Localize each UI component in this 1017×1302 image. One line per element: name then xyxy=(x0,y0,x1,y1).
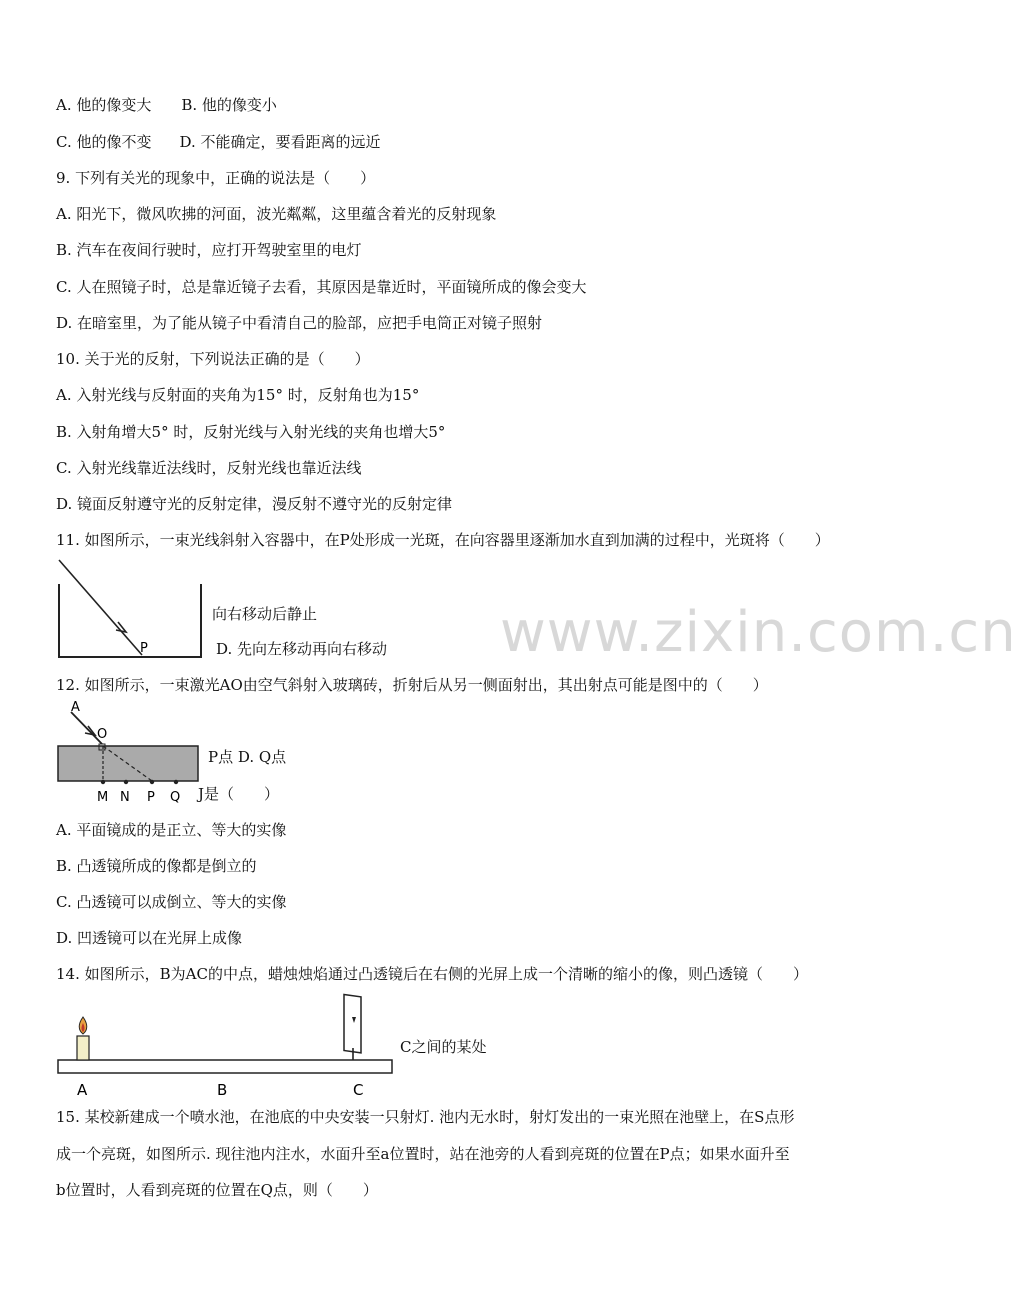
q12-label-a: A xyxy=(71,700,80,715)
q12-label-p: P xyxy=(147,790,155,805)
q14-option-partial: C之间的某处 xyxy=(400,1038,487,1056)
q9-option-a: A. 阳光下，微风吹拂的河面，波光粼粼，这里蕴含着光的反射现象 xyxy=(56,205,497,223)
q10-option-d: D. 镜面反射遵守光的反射定律，漫反射不遵守光的反射定律 xyxy=(56,495,453,513)
q10-stem: 10. 关于光的反射，下列说法正确的是（ ） xyxy=(56,350,370,368)
q8-option-d: D. 不能确定，要看距离的远近 xyxy=(179,133,381,151)
q14-label-b: B xyxy=(217,1081,228,1099)
watermark-text: www.zixin.com.cn xyxy=(500,600,1017,665)
q8-option-c: C. 他的像不变 xyxy=(56,133,152,151)
q11-option-partial: 向右移动后静止 xyxy=(212,605,318,623)
q15-line1: 15. 某校新建成一个喷水池，在池底的中央安装一只射灯. 池内无水时，射灯发出的一束光照在池壁上，在S点形 xyxy=(56,1108,795,1126)
q8-option-a: A. 他的像变大 xyxy=(56,96,152,114)
q12-option-partial: P点 D. Q点 xyxy=(208,748,287,766)
q10-option-a: A. 入射光线与反射面的夹角为15° 时，反射角也为15° xyxy=(56,386,420,404)
q13-stem-fragment: J是（ ） xyxy=(198,785,280,803)
q12-glass-brick-figure xyxy=(54,700,204,806)
q11-container-figure xyxy=(54,556,210,660)
q14-stem: 14. 如图所示，B为AC的中点，蜡烛烛焰通过凸透镜后在右侧的光屏上成一个清晰的缩小的像，则凸透镜（ ） xyxy=(56,965,808,983)
q15-line2: 成一个亮斑，如图所示. 现往池内注水，水面升至a位置时，站在池旁的人看到亮斑的位置在P点；如果水面升至 xyxy=(56,1145,790,1163)
q8-options-row1 xyxy=(56,95,277,115)
q11-stem: 11. 如图所示，一束光线斜射入容器中，在P处形成一光斑，在向容器里逐渐加水直到加满的过程中，光斑将（ ） xyxy=(56,531,830,549)
q15-line3: b位置时，人看到亮斑的位置在Q点，则（ ） xyxy=(56,1181,378,1199)
q8-option-b: B. 他的像变小 xyxy=(181,96,277,114)
q12-stem: 12. 如图所示，一束激光AO由空气斜射入玻璃砖，折射后从另一侧面射出，其出射点可能是图中的（ ） xyxy=(56,676,768,694)
q13-option-d: D. 凹透镜可以在光屏上成像 xyxy=(56,929,243,947)
q9-option-b: B. 汽车在夜间行驶时，应打开驾驶室里的电灯 xyxy=(56,241,362,259)
q13-option-b: B. 凸透镜所成的像都是倒立的 xyxy=(56,857,257,875)
q14-optical-bench-figure xyxy=(56,990,396,1100)
q9-option-d: D. 在暗室里，为了能从镜子中看清自己的脸部，应把手电筒正对镜子照射 xyxy=(56,314,543,332)
q10-option-b: B. 入射角增大5° 时，反射光线与入射光线的夹角也增大5° xyxy=(56,423,446,441)
q12-label-m: M xyxy=(97,790,109,805)
q12-label-o: O xyxy=(97,727,108,742)
q12-label-q: Q xyxy=(170,790,181,805)
q9-option-c: C. 人在照镜子时，总是靠近镜子去看，其原因是靠近时，平面镜所成的像会变大 xyxy=(56,278,587,296)
q9-stem: 9. 下列有关光的现象中，正确的说法是（ ） xyxy=(56,169,376,187)
q8-options-row2 xyxy=(56,132,381,152)
q14-label-c: C xyxy=(353,1081,364,1099)
q13-option-a: A. 平面镜成的是正立、等大的实像 xyxy=(56,821,287,839)
q14-label-a: A xyxy=(77,1081,88,1099)
q13-option-c: C. 凸透镜可以成倒立、等大的实像 xyxy=(56,893,287,911)
q11-point-p-label: P xyxy=(140,641,148,656)
q11-option-d: D. 先向左移动再向右移动 xyxy=(216,640,388,658)
q10-option-c: C. 入射光线靠近法线时，反射光线也靠近法线 xyxy=(56,459,362,477)
q12-label-n: N xyxy=(120,790,130,805)
